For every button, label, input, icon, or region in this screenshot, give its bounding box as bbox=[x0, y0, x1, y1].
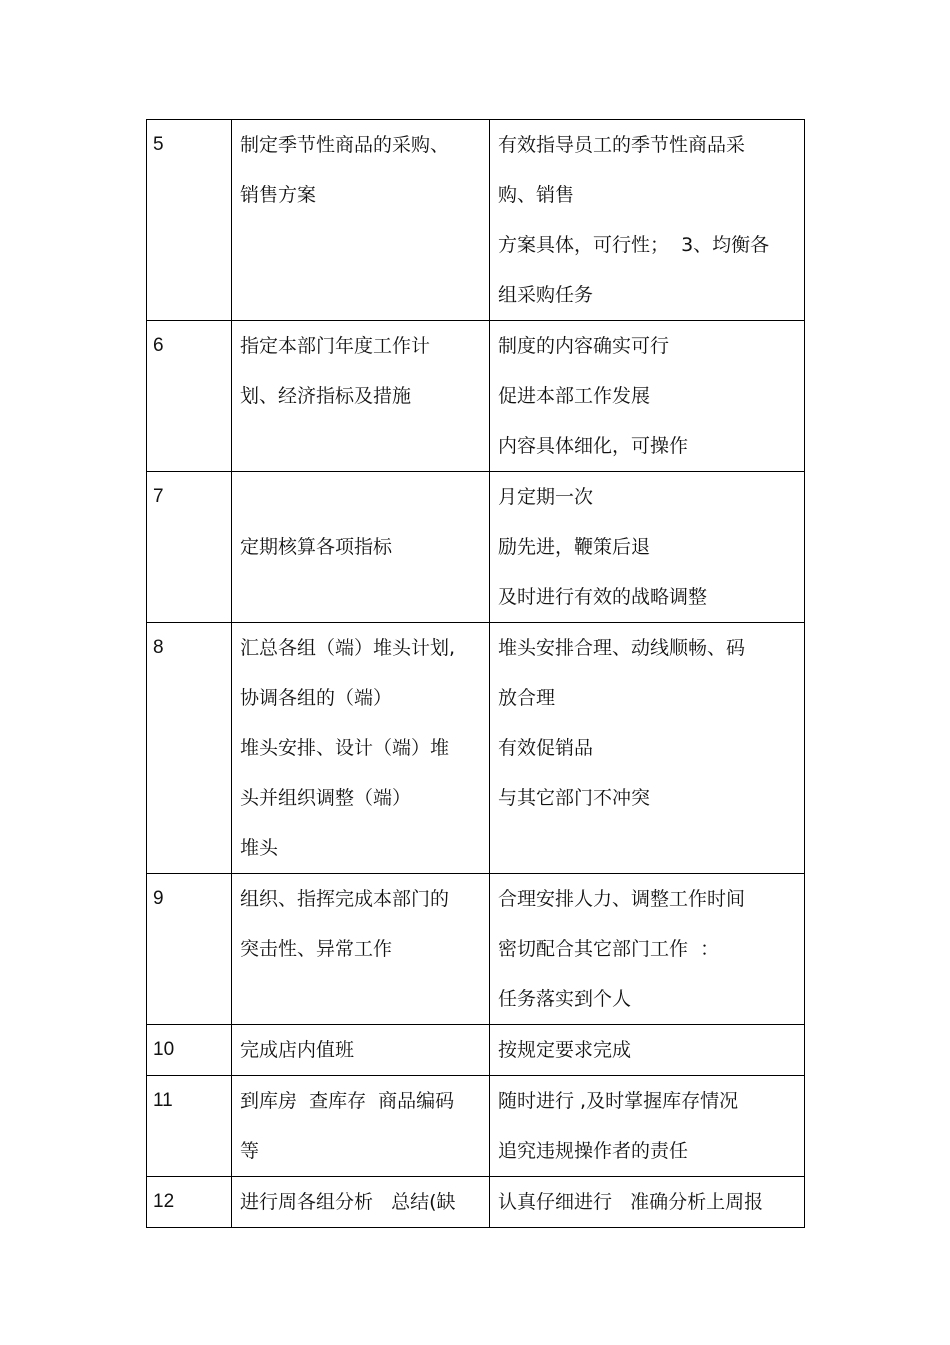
standard-line: 方案具体，可行性； 3、均衡各 bbox=[498, 234, 770, 256]
standard-cell bbox=[490, 623, 805, 874]
standard-line: 制度的内容确实可行 bbox=[498, 335, 670, 357]
row-number: 7 bbox=[147, 472, 232, 623]
standard-cell bbox=[490, 1025, 805, 1076]
standard-line: 与其它部门不冲突 bbox=[498, 787, 651, 809]
table-row bbox=[147, 120, 805, 321]
standard-cell bbox=[490, 1177, 805, 1228]
task-line bbox=[240, 472, 481, 522]
standard-line: 有效促销品 bbox=[498, 737, 594, 759]
task-line: 等 bbox=[240, 1140, 260, 1162]
task-line: 堆头 bbox=[240, 837, 279, 859]
standard-line: 月定期一次 bbox=[498, 486, 594, 508]
task-cell bbox=[232, 120, 490, 321]
table-row bbox=[147, 1076, 805, 1177]
task-cell bbox=[232, 623, 490, 874]
standard-cell bbox=[490, 472, 805, 623]
task-cell bbox=[232, 874, 490, 1025]
task-line: 协调各组的（端） bbox=[240, 687, 393, 709]
row-number: 10 bbox=[147, 1025, 232, 1076]
task-line: 突击性、异常工作 bbox=[240, 938, 393, 960]
task-line: 划、经济指标及措施 bbox=[240, 385, 412, 407]
table-row bbox=[147, 472, 805, 623]
row-number: 11 bbox=[147, 1076, 232, 1177]
standard-line: 堆头安排合理、动线顺畅、码 bbox=[498, 637, 746, 659]
standard-line: 放合理 bbox=[498, 687, 556, 709]
table-row bbox=[147, 623, 805, 874]
task-cell bbox=[232, 321, 490, 472]
standard-line: 认真仔细进行 准确分析上周报 bbox=[498, 1191, 764, 1213]
row-number: 6 bbox=[147, 321, 232, 472]
task-cell bbox=[232, 472, 490, 623]
standard-line: 励先进，鞭策后退 bbox=[498, 536, 651, 558]
row-number: 5 bbox=[147, 120, 232, 321]
standard-line: 及时进行有效的战略调整 bbox=[498, 586, 708, 608]
task-cell bbox=[232, 1076, 490, 1177]
standard-line: 密切配合其它部门工作 ： bbox=[498, 938, 720, 960]
standard-cell bbox=[490, 120, 805, 321]
task-line: 销售方案 bbox=[240, 184, 317, 206]
standard-line: 组采购任务 bbox=[498, 284, 594, 306]
standard-line: 合理安排人力、调整工作时间 bbox=[498, 888, 746, 910]
standard-line: 促进本部工作发展 bbox=[498, 385, 651, 407]
task-line: 到库房 查库存 商品编码 bbox=[240, 1090, 455, 1112]
duty-table bbox=[146, 119, 805, 1228]
standard-line: 随时进行 ,及时掌握库存情况 bbox=[498, 1090, 739, 1112]
row-number: 12 bbox=[147, 1177, 232, 1228]
standard-cell bbox=[490, 321, 805, 472]
standard-line: 有效指导员工的季节性商品采 bbox=[498, 134, 746, 156]
standard-line: 内容具体细化，可操作 bbox=[498, 435, 689, 457]
standard-line: 按规定要求完成 bbox=[498, 1039, 632, 1061]
task-line: 制定季节性商品的采购、 bbox=[240, 134, 450, 156]
table-row bbox=[147, 1177, 805, 1228]
standard-line: 任务落实到个人 bbox=[498, 988, 632, 1010]
standard-cell bbox=[490, 874, 805, 1025]
table-row bbox=[147, 874, 805, 1025]
standard-line: 追究违规操作者的责任 bbox=[498, 1140, 689, 1162]
task-line: 完成店内值班 bbox=[240, 1039, 355, 1061]
standard-line: 购、销售 bbox=[498, 184, 575, 206]
task-line: 定期核算各项指标 bbox=[240, 536, 393, 558]
task-line: 汇总各组（端）堆头计划, bbox=[240, 637, 456, 659]
table-row bbox=[147, 1025, 805, 1076]
task-cell bbox=[232, 1025, 490, 1076]
table-row bbox=[147, 321, 805, 472]
task-line: 指定本部门年度工作计 bbox=[240, 335, 431, 357]
task-line: 头并组织调整（端） bbox=[240, 787, 412, 809]
row-number: 9 bbox=[147, 874, 232, 1025]
task-line: 进行周各组分析 总结(缺 bbox=[240, 1191, 456, 1213]
task-cell bbox=[232, 1177, 490, 1228]
task-line: 堆头安排、设计（端）堆 bbox=[240, 737, 450, 759]
row-number: 8 bbox=[147, 623, 232, 874]
standard-cell bbox=[490, 1076, 805, 1177]
task-line: 组织、指挥完成本部门的 bbox=[240, 888, 450, 910]
